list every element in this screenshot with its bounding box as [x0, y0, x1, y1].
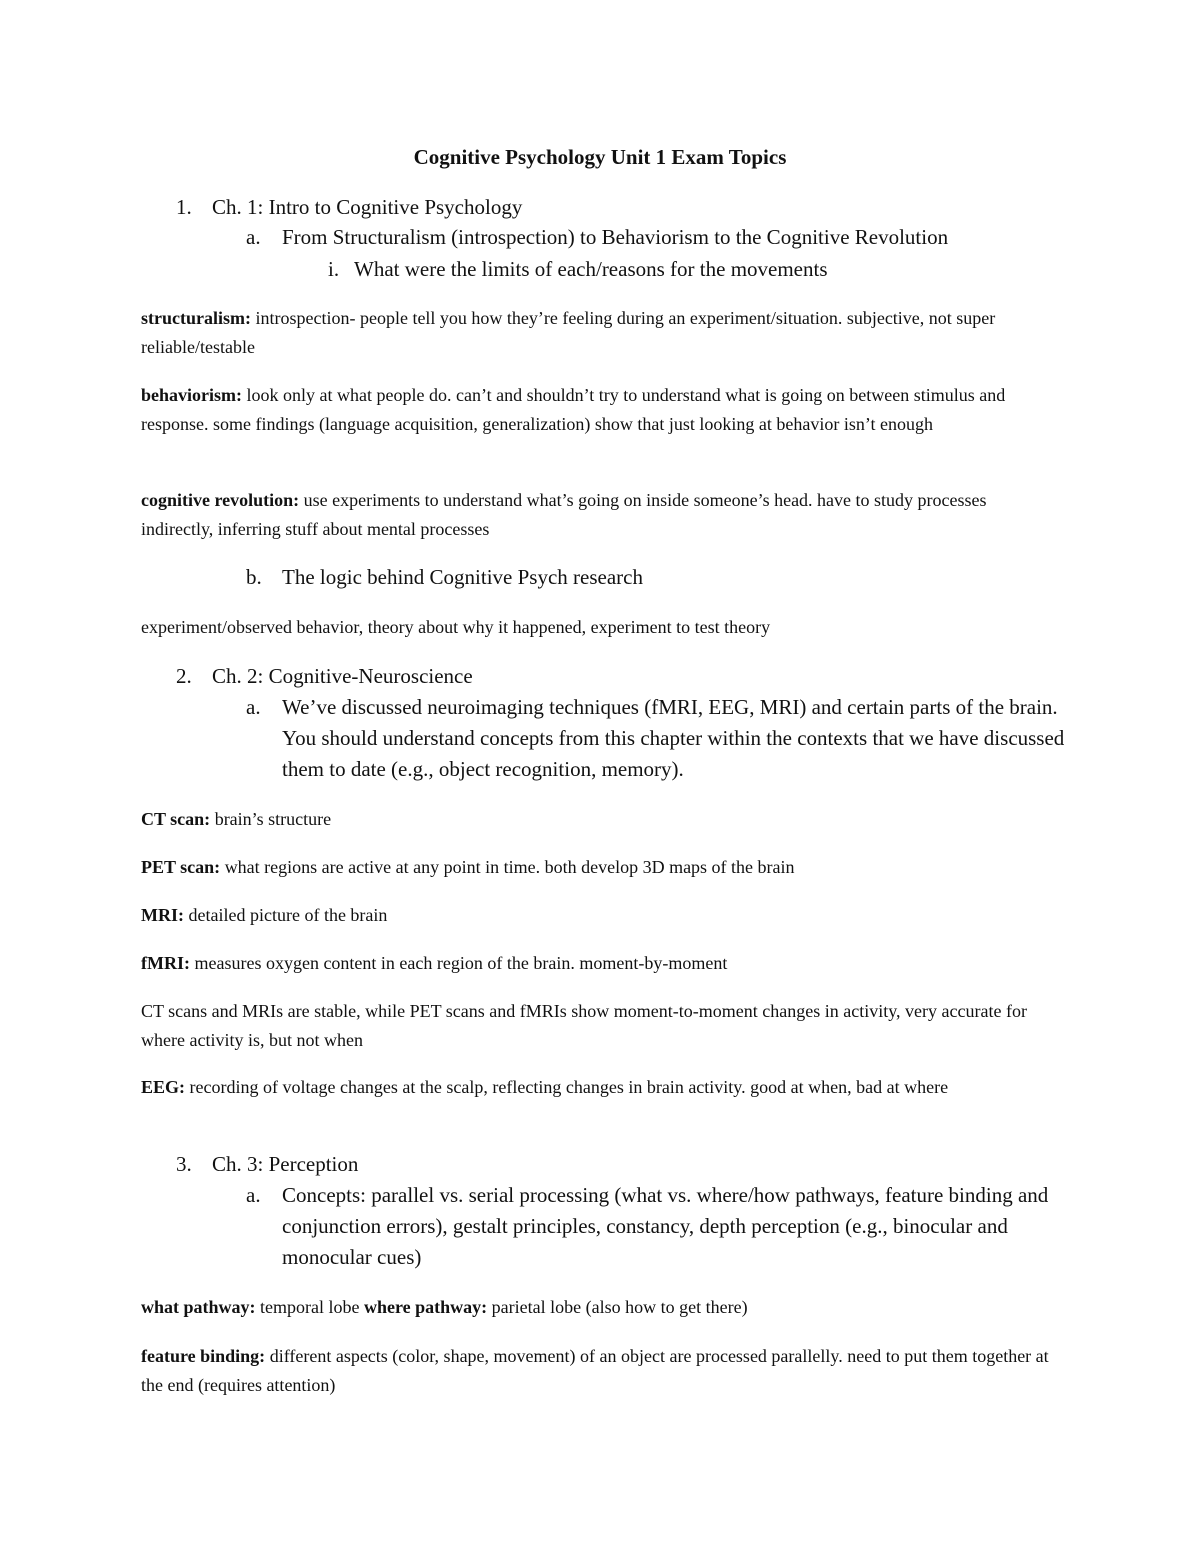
note-text: use experiments to understand what’s going on inside someone’s head. have to study processes indirectly, inferring stuff about mental processes [141, 490, 987, 539]
note-mri [141, 901, 1061, 930]
note-text: recording of voltage changes at the scalp, reflecting changes in brain activity. good at when, bad at where [185, 1077, 949, 1097]
note-text: measures oxygen content in each region of the brain. moment-by-moment [189, 953, 728, 973]
section-1-sub-a-marker: a. [246, 225, 261, 249]
note-term: EEG: [141, 1077, 186, 1097]
note-text: parietal lobe (also how to get there) [487, 1297, 748, 1317]
note-term: PET scan: [141, 857, 221, 877]
note-term: feature binding: [141, 1346, 266, 1366]
section-3-number: 3. [176, 1152, 192, 1176]
note-term: fMRI: [141, 953, 190, 973]
note-eeg [141, 1073, 1061, 1102]
note-text: detailed picture of the brain [184, 905, 388, 925]
note-term: MRI: [141, 905, 184, 925]
note-pet-scan [141, 853, 1061, 882]
section-1-number: 1. [176, 195, 192, 219]
section-1-heading: Ch. 1: Intro to Cognitive Psychology [212, 195, 523, 219]
section-2-sub-a-marker: a. [246, 695, 261, 719]
section-2-heading: Ch. 2: Cognitive-Neuroscience [212, 664, 473, 688]
note-structuralism [141, 304, 1061, 361]
note-text: introspection- people tell you how they’re feeling during an experiment/situation. subjective, not super reliable/testable [141, 308, 996, 357]
note-text: temporal lobe [255, 1297, 364, 1317]
note-term: structuralism: [141, 308, 251, 328]
section-1-sub-i-marker: i. [328, 257, 340, 281]
note-ct-scan [141, 805, 1061, 834]
section-1-sub-a-text: From Structuralism (introspection) to Behaviorism to the Cognitive Revolution [282, 225, 949, 249]
note-term: where pathway: [363, 1297, 488, 1317]
note-feature-binding [141, 1342, 1061, 1399]
note-term: behaviorism: [141, 385, 242, 405]
section-1-sub-b-text: The logic behind Cognitive Psych research [282, 565, 643, 589]
section-1-sub-b-marker: b. [246, 565, 262, 589]
note-text: look only at what people do. can’t and shouldn’t try to understand what is going on between stimulus and response. some findings (language acquisition, generalization) show that just looking at behavior isn’t enough [141, 385, 1006, 434]
section-3-heading: Ch. 3: Perception [212, 1152, 359, 1176]
section-2-number: 2. [176, 664, 192, 688]
section-1-sub-i-text: What were the limits of each/reasons for the movements [354, 257, 828, 281]
note-text: CT scans and MRIs are stable, while PET scans and fMRIs show moment-to-moment changes in activity, very accurate for where activity is, but not when [141, 1001, 1027, 1050]
note-scan-comparison [141, 997, 1061, 1054]
note-text: experiment/observed behavior, theory about why it happened, experiment to test theory [141, 617, 771, 637]
section-3-sub-a-marker: a. [246, 1183, 261, 1207]
note-term: CT scan: [141, 809, 211, 829]
document-title: Cognitive Psychology Unit 1 Exam Topics [413, 145, 787, 169]
note-text: what regions are active at any point in time. both develop 3D maps of the brain [220, 857, 795, 877]
note-term: what pathway: [141, 1297, 256, 1317]
note-term: cognitive revolution: [141, 490, 300, 510]
note-text: different aspects (color, shape, movement) of an object are processed parallelly. need to put them together at the end (requires attention) [141, 1346, 1049, 1395]
section-3-sub-a-text: Concepts: parallel vs. serial processing (what vs. where/how pathways, feature binding and conjunction errors), gestalt principles, constancy, depth perception (e.g., binocular and monocular cues) [282, 1183, 1049, 1269]
note-pathways [141, 1293, 1061, 1322]
note-text: brain’s structure [210, 809, 332, 829]
note-logic [141, 613, 1061, 642]
note-behaviorism [141, 381, 1061, 438]
note-fmri [141, 949, 1061, 978]
section-2-sub-a-text: We’ve discussed neuroimaging techniques (fMRI, EEG, MRI) and certain parts of the brain. You should understand concepts from this chapter within the contexts that we have discussed them to date (e.g., object recognition, memory). [282, 695, 1065, 781]
note-cognitive-revolution [141, 486, 1061, 543]
